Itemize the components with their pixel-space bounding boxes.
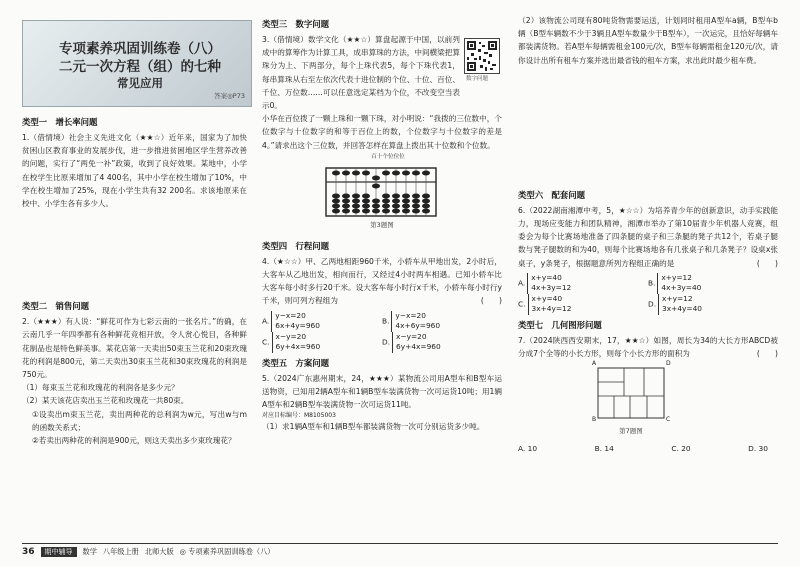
option-label: D. xyxy=(382,337,391,347)
banner-title-line1: 专项素养巩固训练卷（八） xyxy=(59,41,221,57)
equation: x+y=12 xyxy=(661,272,692,282)
question-2-part1: （1）每束玉兰花和玫瑰花的利润各是多少元？ xyxy=(22,383,179,393)
option-label: B. xyxy=(382,316,390,326)
equation: 4x+3y=12 xyxy=(531,283,572,293)
question-2: 2.（★★★）有人说：“鲜花可作为七彩云南的一张名片。”的确，在云南几乎一年四季都有各种鲜花竞相开放，令人赏心悦目，各种鲜花制品也是特色鲜美事。某花店第一天卖出50束玉兰花和20束玫瑰花的利润是800元，第二天卖出30束玉兰花和30束玫瑰花的利润是750元。 xyxy=(22,317,247,380)
question-5-part1: （1）求1辆A型车和1辆B型车都装满货物一次可分别运货多少吨。 xyxy=(262,422,485,432)
footer-edition: 北师大版 xyxy=(144,547,174,556)
question-7-options xyxy=(518,444,778,453)
section-heading-1: 类型一 增长率问题 xyxy=(22,117,98,127)
answer-blank: ( ) xyxy=(756,349,778,359)
equation: y−x=20 xyxy=(395,310,426,320)
rectangle-drawing xyxy=(518,360,778,434)
vertex-label-a: A xyxy=(592,360,597,368)
equation-system xyxy=(272,332,321,353)
option-label: D. xyxy=(648,299,657,309)
equation: 4x+6y=960 xyxy=(395,321,441,331)
section-heading-4: 类型四 行程问题 xyxy=(262,240,329,251)
question-2-part2-sub1: ①设卖出m束玉兰花，卖出两种花的总利润为w元，写出w与m的函数关系式； xyxy=(32,409,247,432)
equation: x−y=20 xyxy=(396,331,427,341)
question-5-part2: （2）该物流公司现有80吨货物需要运送，计划同时租用A型车a辆，B型车b辆（B型车辆数不少于3辆且A型车数量少于B型车），一次运完，且恰好每辆车都装满货物。若A型车每辆需租金100元/次，B型车每辆需租金120元/次，请你设计出所有租车方案并选出最省钱的租车方案，求出此时最少租车费。 xyxy=(518,16,778,65)
vertex-label-d: D xyxy=(666,360,671,368)
footer-series: ◎ 专项素养巩固训练卷（八） xyxy=(179,547,275,556)
equation: 3x+4y=40 xyxy=(662,304,702,314)
section-heading-6: 类型六 配套问题 xyxy=(518,189,585,200)
equation-system xyxy=(527,273,571,294)
section-heading-7: 类型七 几何图形问题 xyxy=(518,319,602,330)
question-4-text: 4.（★☆☆）甲、乙两地相距960千米，小轿车从甲地出发，2小时后，大客车从乙地出发，相向而行，又经过4小时两车相遇。已知小轿车比大客车每小时多行20千米。设大客车每小时行x千米，小轿车每小时行y千米，则可列方程组为 xyxy=(262,256,502,306)
question-1: 1.（借情境）社会主义先进文化（★★☆）近年来，国家为了加快贫困山区教育事业的发展步伐，进一步推进贫困地区学生营养改善的问题，实行了“两免一补”政策，收到了良好效果。某地中，小学在校学生比原来增加了4 400名，其中小学在校生增加了10%，中学在校生增加了25%，现在小学生共有32 200名。求该地原来在校中、小学生各有多少人。 xyxy=(22,133,247,209)
column-left xyxy=(22,0,247,536)
qr-code-pattern xyxy=(465,39,499,73)
qr-code[interactable] xyxy=(464,38,500,74)
question-6 xyxy=(518,204,778,270)
option-a[interactable] xyxy=(262,311,382,332)
equation: 4x+3y=40 xyxy=(661,283,702,293)
option-label: C. xyxy=(518,299,526,309)
abacus-place-labels: 百十个位位位 xyxy=(371,153,405,160)
option-label: A. xyxy=(262,316,270,326)
equation: 6y+4x=960 xyxy=(275,342,321,352)
equation: x−y=20 xyxy=(275,331,307,341)
equation-system xyxy=(658,294,702,315)
option-b[interactable]: B. 14 xyxy=(594,444,614,454)
option-d[interactable]: D. 30 xyxy=(748,444,768,454)
answer-reference: 答案◎P73 xyxy=(214,92,245,100)
option-c[interactable]: C. 20 xyxy=(671,444,691,454)
question-4 xyxy=(262,255,502,308)
equation: x+y=12 xyxy=(662,293,693,303)
equation: 3x+4y=12 xyxy=(531,304,572,314)
equation: 6x+4y=960 xyxy=(275,321,320,331)
banner-title-line3: 常见应用 xyxy=(117,76,163,90)
option-b[interactable] xyxy=(382,311,502,332)
vertex-label-c: C xyxy=(666,416,671,424)
equation-system xyxy=(271,311,320,332)
footer-subject: 数学 xyxy=(82,547,97,556)
question-7-text: 7.（2024陕西西安期末，17，★★☆）如图，周长为34的大长方形ABCD被分成7个全等的小长方形，则每个小长方形的面积为 xyxy=(518,335,778,359)
question-4-options xyxy=(262,311,502,353)
answer-blank: ( ) xyxy=(756,258,778,268)
section-heading-2: 类型二 销售问题 xyxy=(22,301,89,312)
equation: 6y+4x=960 xyxy=(396,342,441,352)
page-number: 36 xyxy=(22,547,35,557)
option-label: B. xyxy=(648,278,656,288)
equation-system xyxy=(528,294,572,315)
answer-blank: ( ) xyxy=(480,296,502,306)
option-a[interactable]: A. 10 xyxy=(518,444,538,454)
abacus-figure xyxy=(262,152,502,232)
question-2-part2: （2）某天该花店卖出玉兰花和玫瑰花一共80束。 xyxy=(22,396,189,406)
abacus-drawing xyxy=(262,164,502,228)
footer-grade: 八年级上册 xyxy=(102,547,139,556)
question-5-reference: 对应目标编号：M8105003 xyxy=(262,412,336,420)
column-right xyxy=(518,0,778,536)
option-label: A. xyxy=(518,278,526,288)
section-heading-3: 类型三 数字问题 xyxy=(262,19,329,29)
brand-tag: 期中辅导 xyxy=(41,547,77,557)
qr-code-label: 数字问题 xyxy=(466,76,489,82)
question-6-options xyxy=(518,273,778,315)
question-5: 5.（2024广东惠州期末，24，★★★）某物流公司用A型车和B型车运送物资，已知用2辆A型车和1辆B型车装满货物一次可运货10吨；用1辆A型车和2辆B型车装满货物一次可运货11吨。 xyxy=(262,373,502,410)
question-6-text: 6.（2022湖南湘潭中考，5，★☆☆）为培养青少年的创新意识，动手实践能力，现场应变能力和团队精神，湘潭市举办了第10届青少年机器人竞赛，组委会为每个比赛场地准备了四条腿的桌子和三条腿的凳子共12个，若桌子腿数与凳子腿数的和为40，则每个比赛场地各有几张桌子和几条凳子？设桌x张桌子，y条凳子，根据题意所列方程组正确的是 xyxy=(518,205,778,268)
rectangle-figure xyxy=(518,360,778,444)
option-c[interactable] xyxy=(518,294,648,315)
option-b[interactable] xyxy=(648,273,778,294)
option-a[interactable] xyxy=(518,273,648,294)
equation: x+y=40 xyxy=(531,293,563,303)
equation-system xyxy=(391,311,440,332)
equation-system xyxy=(657,273,701,294)
question-3-cont: 小华在百位拨了一颗上珠和一颗下珠，对小明说：“我拨的三位数中，个位数字与十位数字的和等于百位上的数，个位数字与十位数字的差是4。”请求出这个三位数，并回答怎样在算盘上拨出其十位数和个位数。 xyxy=(262,114,502,150)
option-d[interactable] xyxy=(648,294,778,315)
figure-7-caption: 第7题图 xyxy=(619,427,643,436)
question-3: 3.（借情境）数学文化（★★☆）算盘起源于中国，以前列成中的算筹作为计算工具，成串算珠的方法，中间横梁把算珠分为上、下两部分，每个上珠代表5，每个下珠代表1，每串算珠从右至左依次代表十进位制的个位、十位、百位、千位、万位数……可以任意选定某档为个位，不改变空当表示0。 xyxy=(262,35,460,111)
banner-title-line2: 二元一次方程（组）的七种 xyxy=(59,59,221,75)
question-2-part2-sub2: ②若卖出两种花的利润是900元，则这天卖出多少束玫瑰花？ xyxy=(32,436,236,446)
option-c[interactable] xyxy=(262,332,382,353)
option-label: C. xyxy=(262,337,270,347)
question-7 xyxy=(518,334,778,360)
equation: x+y=40 xyxy=(531,272,562,282)
equation-system xyxy=(392,332,441,353)
vertex-label-b: B xyxy=(592,416,597,424)
equation: y−x=20 xyxy=(275,310,306,320)
figure-3-caption: 第3题图 xyxy=(370,220,394,229)
section-heading-5: 类型五 方案问题 xyxy=(262,357,329,368)
page-footer xyxy=(22,543,778,560)
option-d[interactable] xyxy=(382,332,502,353)
